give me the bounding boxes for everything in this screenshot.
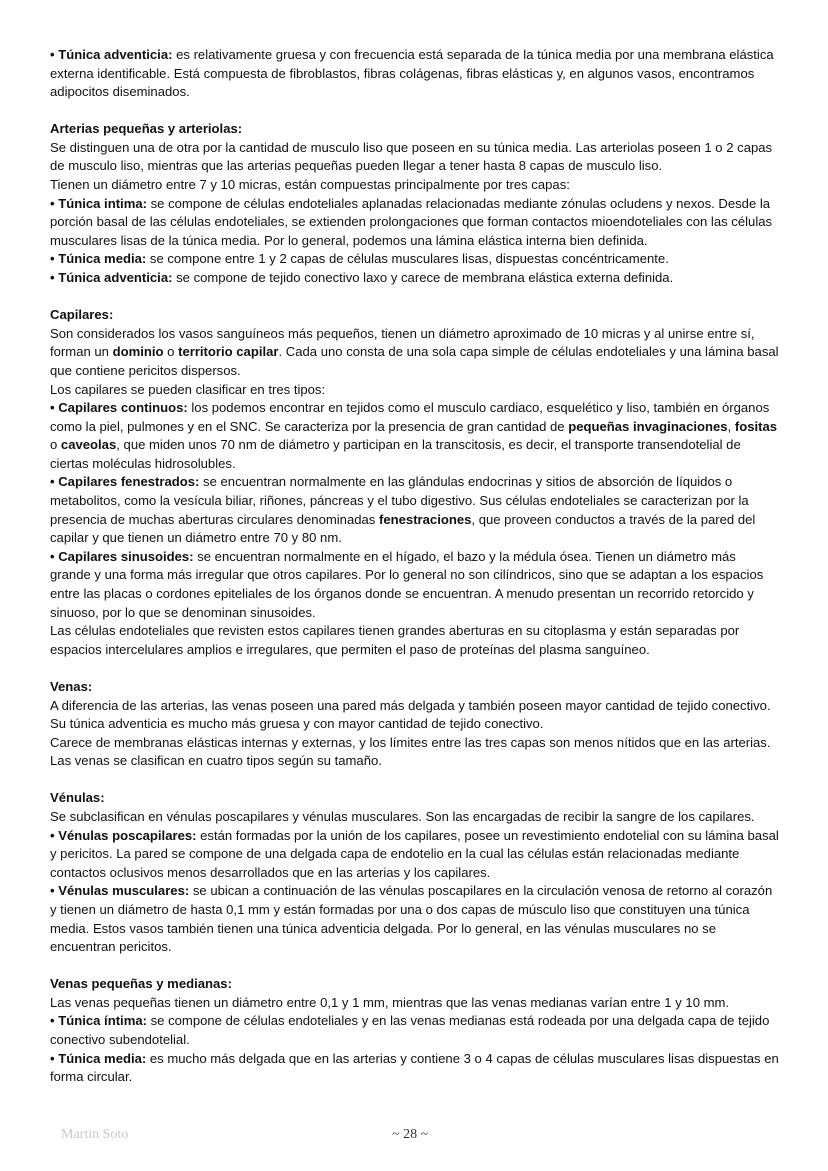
section-capilares [50, 306, 780, 659]
list-item-tunica-media: • Túnica media: es mucho más delgada que en las arterias y contiene 3 o 4 capas de células musculares lisas dispuestas en forma circular. [50, 1050, 779, 1085]
list-item-capilares-continuos: • Capilares continuos: los podemos encontrar en tejidos como el musculo cardiaco, esquelético y liso, también en órganos como la piel, pulmones y en el SNC. Se caracteriza por la presencia de gran cantidad de pequeñas invaginaciones, fositas o caveolas, que miden unos 70 nm de diámetro y participan en la transcitosis, es decir, el transporte transendotelial de ciertas moléculas hidrosolubles. [50, 400, 778, 471]
list-item-venulas-poscapilares: • Vénulas poscapilares: están formadas por la unión de los capilares, posee un revestimiento endotelial con su lámina basal y pericitos. La pared se compone de una delgada capa de endotelio en la cual las células están relacionadas mediante contactos oclusivos menos desarrollados que en las arterias y los capilares. [50, 827, 779, 880]
section-venas [50, 678, 780, 771]
paragraph: Se distinguen una de otra por la cantidad de musculo liso que poseen en su túnica media. Las arteriolas poseen 1 o 2 capas de musculo liso, mientras que las arterias pequeñas pueden llegar a tener hasta 8 capas de musculo liso. [50, 139, 773, 174]
term-label: • Túnica adventicia: [50, 47, 173, 62]
paragraph: Carece de membranas elásticas internas y externas, y los límites entre las tres capas son menos nítidos que en las arterias. Las venas se clasifican en cuatro tipos según su tamaño. [50, 734, 771, 769]
paragraph: A diferencia de las arterias, las venas poseen una pared más delgada y también poseen mayor cantidad de tejido conectivo. Su túnica adventicia es mucho más gruesa y con mayor cantidad de tejido conectivo. [50, 697, 771, 732]
paragraph: Las células endoteliales que revisten estos capilares tienen grandes aberturas en su citoplasma y están separadas por espacios intercelulares amplios e irregulares, que permiten el paso de proteínas del plasma sanguíneo. [50, 623, 740, 657]
section-heading: Vénulas: [50, 790, 105, 806]
list-item-capilares-fenestrados: • Capilares fenestrados: se encuentran normalmente en las glándulas endocrinas y sitios de absorción de líquidos o metabolitos, como la vesícula biliar, riñones, páncreas y el tubo digestivo. Sus células endoteliales se caracterizan por la presencia de muchas aberturas circulares denominadas fenestraciones, que proveen conductos a través de la pared del capilar y que tienen un diámetro entre 70 y 80 nm. [50, 474, 756, 546]
document-page [50, 46, 780, 1087]
list-item-tunica-intima: • Túnica íntima: se compone de células endoteliales y en las venas medianas está rodeada por una delgada capa de tejido conectivo subendotelial. [50, 1013, 770, 1047]
section-heading: Venas: [50, 678, 93, 694]
paragraph-tunica-adventicia: • Túnica adventicia: es relativamente gruesa y con frecuencia está separada de la túnica media por una membrana elástica externa identificable. Está compuesta de fibroblastos, fibras colágenas, fibras elásticas y, en algunos vasos, encontramos adipocitos diseminados. [50, 47, 774, 100]
paragraph: Tienen un diámetro entre 7 y 10 micras, están compuestas principalmente por tres capas: [50, 177, 570, 193]
paragraph: Los capilares se pueden clasificar en tres tipos: [50, 381, 326, 397]
section-heading: Arterias pequeñas y arteriolas: [50, 121, 243, 137]
page-number: ~ 28 ~ [392, 1127, 429, 1142]
list-item-tunica-media: • Túnica media: se compone entre 1 y 2 capas de células musculares lisas, dispuestas concéntricamente. [50, 251, 669, 267]
footer-author: Martin Soto [61, 1127, 129, 1142]
paragraph: Se subclasifican en vénulas poscapilares y vénulas musculares. Son las encargadas de recibir la sangre de los capilares. [50, 808, 755, 824]
paragraph: Son considerados los vasos sanguíneos más pequeños, tienen un diámetro aproximado de 10 micras y al unirse entre sí, forman un dominio o territorio capilar. Cada uno consta de una sola capa simple de células endoteliales y una lámina basal que contiene pericitos dispersos. [50, 325, 779, 378]
section-heading: Venas pequeñas y medianas: [50, 976, 232, 992]
list-item-venulas-musculares: • Vénulas musculares: se ubican a continuación de las vénulas poscapilares en la circulación venosa de retorno al corazón y tienen un diámetro de hasta 0,1 mm y están formadas por una o dos capas de músculo liso que constituyen una túnica media. Estos vasos también tienen una túnica adventicia delgada. Por lo general, en las vénulas musculares no se encuentran pericitos. [50, 883, 773, 955]
section-venulas [50, 789, 780, 956]
list-item-capilares-sinusoides: • Capilares sinusoides: se encuentran normalmente en el hígado, el bazo y la médula ósea. Tienen un diámetro más grande y una forma más irregular que otros capilares. Por lo general no son cilíndricos, sino que se adaptan a los espacios entre las placas o cordones epiteliales de los órganos donde se encuentran. A menudo presentan un recorrido retorcido y sinuoso, por lo que se denominan sinusoides. [50, 548, 764, 620]
list-item-tunica-adventicia: • Túnica adventicia: se compone de tejido conectivo laxo y carece de membrana elástica externa definida. [50, 270, 674, 286]
section-venas-pequenas [50, 975, 780, 1087]
paragraph: Las venas pequeñas tienen un diámetro entre 0,1 y 1 mm, mientras que las venas medianas varían entre 1 y 10 mm. [50, 994, 730, 1010]
section-arterias-pequenas [50, 120, 780, 287]
section-heading: Capilares: [50, 307, 114, 323]
list-item-tunica-intima: • Túnica intima: se compone de células endoteliales aplanadas relacionadas mediante zónulas ocludens y nexos. Desde la porción basal de las células endoteliales, se extienden prolongaciones que forman contactos mioendoteliales con las células musculares lisas de la túnica media. Por lo general, podemos una lámina elástica interna bien definida. [50, 195, 773, 248]
